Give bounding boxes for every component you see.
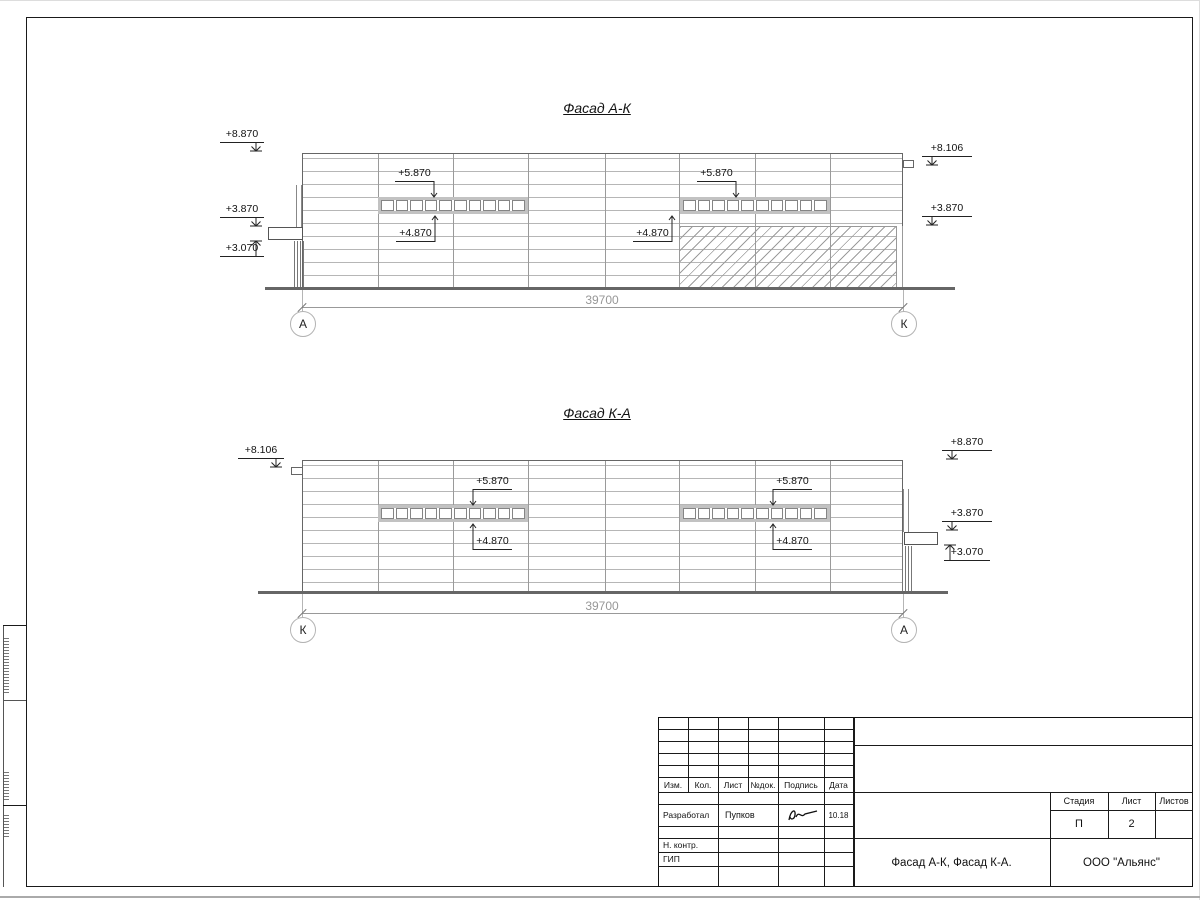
extension-line: [302, 290, 303, 313]
tb-doc-title: Фасад А-К, Фасад К-А.: [891, 856, 1012, 869]
elevation-mark: [220, 128, 264, 143]
window-pane: [512, 508, 525, 519]
elevation-mark: [942, 507, 992, 522]
elevation-value: +3.870: [225, 203, 259, 215]
title-block-rule: [658, 792, 1193, 793]
tb-header-data: Дата: [829, 779, 848, 790]
window-pane: [396, 508, 409, 519]
leader-arrow-down-icon: [429, 181, 439, 198]
tb-sheets-label: Листов: [1159, 796, 1189, 806]
elevation-mark: [220, 242, 264, 257]
elevation-arrow-down-icon: [248, 142, 264, 156]
facade-ak-window-band-2: [680, 197, 830, 214]
window-pane: [410, 200, 423, 211]
panel-joint-line: [830, 461, 831, 591]
elevation-arrow-down-icon: [924, 216, 940, 230]
title-block-rule: [824, 717, 825, 887]
sheet-bottom-edge: [0, 896, 1200, 898]
elevation-value: +3.870: [950, 507, 984, 519]
facade-ka-title: Фасад К-А: [563, 405, 631, 421]
tb-header-podpis: Подпись: [784, 779, 818, 790]
leader-arrow-down-icon: [768, 489, 778, 506]
window-pane: [498, 508, 511, 519]
elevation-value: +4.870: [776, 535, 809, 547]
side-stamp-rotated-text: [4, 772, 9, 802]
window-pane: [814, 508, 827, 519]
elevation-value: +4.870: [399, 227, 432, 239]
window-pane: [785, 200, 798, 211]
siding-line: [303, 582, 902, 583]
elevation-value: +8.106: [930, 142, 964, 154]
tb-header-kol: Кол.: [694, 779, 712, 790]
tb-header-ndok: №док.: [750, 779, 776, 790]
window-pane: [698, 200, 711, 211]
window-pane: [698, 508, 711, 519]
tb-date-developed: 10.18: [828, 810, 849, 820]
side-stamp-line: [3, 805, 26, 806]
window-elevation-label: [697, 167, 736, 182]
facade-ka-body: [302, 460, 903, 592]
elevation-value: +3.070: [950, 546, 984, 558]
panel-joint-line: [605, 461, 606, 591]
window-pane: [469, 508, 482, 519]
siding-line: [303, 478, 902, 479]
panel-joint-line: [528, 461, 529, 591]
panel-joint-line: [605, 154, 606, 287]
facade-ka-canopy: [904, 532, 938, 545]
elevation-value: +4.870: [476, 535, 509, 547]
window-pane: [454, 508, 467, 519]
window-elevation-label: [396, 227, 435, 242]
signature-icon: [785, 807, 821, 825]
window-pane: [741, 508, 754, 519]
tb-header-list: Лист: [723, 779, 743, 790]
sheet-top-edge: [0, 0, 1200, 1]
window-pane: [483, 200, 496, 211]
facade-ak-roof-tab: [903, 160, 914, 168]
window-pane: [683, 508, 696, 519]
panel-joint-line: [830, 154, 831, 287]
extension-line: [302, 594, 303, 619]
window-pane: [741, 200, 754, 211]
window-pane: [727, 508, 740, 519]
elevation-value: +8.870: [225, 128, 259, 140]
window-pane: [712, 508, 725, 519]
window-elevation-label: [773, 535, 812, 550]
elevation-mark: [922, 202, 972, 217]
leader-arrow-up-icon: [768, 523, 778, 550]
elevation-value: +5.870: [476, 475, 509, 487]
leader-arrow-up-icon: [667, 215, 677, 242]
window-elevation-label: [473, 535, 512, 550]
elevation-mark: [238, 444, 284, 459]
window-pane: [800, 200, 813, 211]
facade-ka-downpipe: [903, 489, 909, 532]
leader-arrow-down-icon: [468, 489, 478, 506]
elevation-value: +4.870: [636, 227, 669, 239]
facade-ak-ground-line: [265, 287, 955, 290]
leader-arrow-up-icon: [468, 523, 478, 550]
tb-sheet-value: 2: [1128, 818, 1135, 830]
siding-line: [303, 556, 902, 557]
title-block-rule: [1108, 792, 1109, 838]
title-block-rule: [853, 745, 1193, 746]
tb-stage-value: П: [1075, 818, 1083, 830]
elevation-arrow-up-icon: [942, 539, 958, 561]
elevation-value: +5.870: [776, 475, 809, 487]
panel-joint-line: [453, 461, 454, 591]
facade-ka-window-band-1: [378, 505, 528, 522]
siding-line: [303, 491, 902, 492]
title-block-rule: [1050, 792, 1051, 887]
dimension-value: 39700: [585, 293, 619, 307]
facade-ak-hatched-panel: [680, 226, 903, 287]
facade-ak-corner-trim: [896, 226, 903, 287]
panel-joint-line: [378, 461, 379, 591]
siding-line: [303, 569, 902, 570]
title-block-rule: [748, 717, 749, 792]
panel-joint-line: [679, 461, 680, 591]
window-elevation-label: [473, 475, 512, 490]
dimension-line: [302, 613, 903, 614]
window-pane: [439, 508, 452, 519]
elevation-value: +5.870: [398, 167, 431, 179]
elevation-value: +8.106: [244, 444, 278, 456]
title-block-rule: [688, 717, 689, 792]
extension-line: [903, 594, 904, 619]
tb-stage-label: Стадия: [1063, 796, 1095, 806]
window-pane: [439, 200, 452, 211]
window-pane: [425, 508, 438, 519]
window-pane: [454, 200, 467, 211]
elevation-value: +5.870: [700, 167, 733, 179]
axis-bubble-a: А: [290, 311, 316, 337]
window-elevation-label: [395, 167, 434, 182]
side-stamp-rotated-text: [4, 638, 9, 693]
window-pane: [771, 508, 784, 519]
side-stamp-line: [3, 625, 26, 626]
window-pane: [712, 200, 725, 211]
siding-line: [303, 158, 902, 159]
facade-ak-title: Фасад А-К: [563, 100, 631, 116]
window-elevation-label: [773, 475, 812, 490]
panel-joint-line: [528, 154, 529, 287]
panel-joint-line: [679, 154, 680, 287]
elevation-value: +8.870: [950, 436, 984, 448]
tb-company: ООО "Альянс": [1083, 856, 1160, 869]
axis-bubble-k: К: [891, 311, 917, 337]
window-pane: [483, 508, 496, 519]
window-pane: [814, 200, 827, 211]
tb-sheet-label: Лист: [1121, 796, 1142, 806]
title-block-rule: [1155, 792, 1156, 838]
side-stamp-line: [3, 700, 26, 701]
leader-arrow-down-icon: [731, 181, 741, 198]
elevation-arrow-down-icon: [944, 521, 960, 535]
window-pane: [381, 200, 394, 211]
window-pane: [381, 508, 394, 519]
window-pane: [396, 200, 409, 211]
axis-bubble-k: К: [290, 617, 316, 643]
elevation-mark: [942, 436, 992, 451]
window-pane: [771, 200, 784, 211]
elevation-mark: [922, 142, 972, 157]
facade-ak-downpipe: [296, 185, 302, 227]
facade-ka-ground-line: [258, 591, 948, 594]
side-stamp-rotated-text: [4, 815, 9, 837]
window-pane: [800, 508, 813, 519]
tb-sheets-value: [1155, 810, 1193, 838]
window-pane: [727, 200, 740, 211]
facade-ak-entrance-column: [294, 241, 306, 287]
elevation-arrow-down-icon: [248, 217, 264, 231]
window-pane: [425, 200, 438, 211]
elevation-value: +3.070: [225, 242, 259, 254]
elevation-arrow-up-icon: [248, 235, 264, 257]
facade-ka-entrance-column: [902, 546, 913, 591]
facade-ak-window-band-1: [378, 197, 528, 214]
window-pane: [756, 200, 769, 211]
window-pane: [410, 508, 423, 519]
facade-ka-roof-tab: [291, 467, 303, 475]
title-block-rule: [658, 838, 1193, 839]
siding-line: [303, 184, 902, 185]
title-block-rule: [1050, 810, 1193, 811]
facade-ka-window-band-2: [680, 505, 830, 522]
elevation-arrow-down-icon: [268, 458, 284, 472]
window-pane: [469, 200, 482, 211]
title-block-rule: [718, 717, 719, 887]
tb-header-izm: Изм.: [663, 779, 683, 790]
tb-name-developed: Пупков: [725, 810, 755, 820]
siding-line: [303, 543, 902, 544]
panel-joint-line: [453, 154, 454, 287]
tb-role-ncontr: Н. контр.: [663, 840, 699, 850]
dimension-value: 39700: [585, 599, 619, 613]
elevation-arrow-down-icon: [944, 450, 960, 464]
tb-role-gip: ГИП: [663, 854, 680, 864]
window-pane: [756, 508, 769, 519]
window-pane: [498, 200, 511, 211]
window-pane: [683, 200, 696, 211]
elevation-mark: [944, 546, 990, 561]
leader-arrow-up-icon: [430, 215, 440, 242]
axis-bubble-a: А: [891, 617, 917, 643]
siding-line: [303, 171, 902, 172]
extension-line: [903, 290, 904, 313]
panel-joint-line: [378, 154, 379, 287]
title-block-rule: [853, 717, 855, 887]
title-block-rule: [778, 717, 779, 887]
tb-role-developed: Разработал: [663, 810, 710, 820]
elevation-mark: [220, 203, 264, 218]
window-pane: [785, 508, 798, 519]
siding-line: [303, 465, 902, 466]
window-elevation-label: [633, 227, 672, 242]
elevation-value: +3.870: [930, 202, 964, 214]
panel-joint-line: [755, 154, 756, 287]
dimension-line: [302, 307, 903, 308]
elevation-arrow-down-icon: [924, 156, 940, 170]
siding-line: [303, 530, 902, 531]
siding-line: [303, 223, 902, 224]
window-pane: [512, 200, 525, 211]
panel-joint-line: [755, 461, 756, 591]
facade-ak-canopy: [268, 227, 303, 240]
